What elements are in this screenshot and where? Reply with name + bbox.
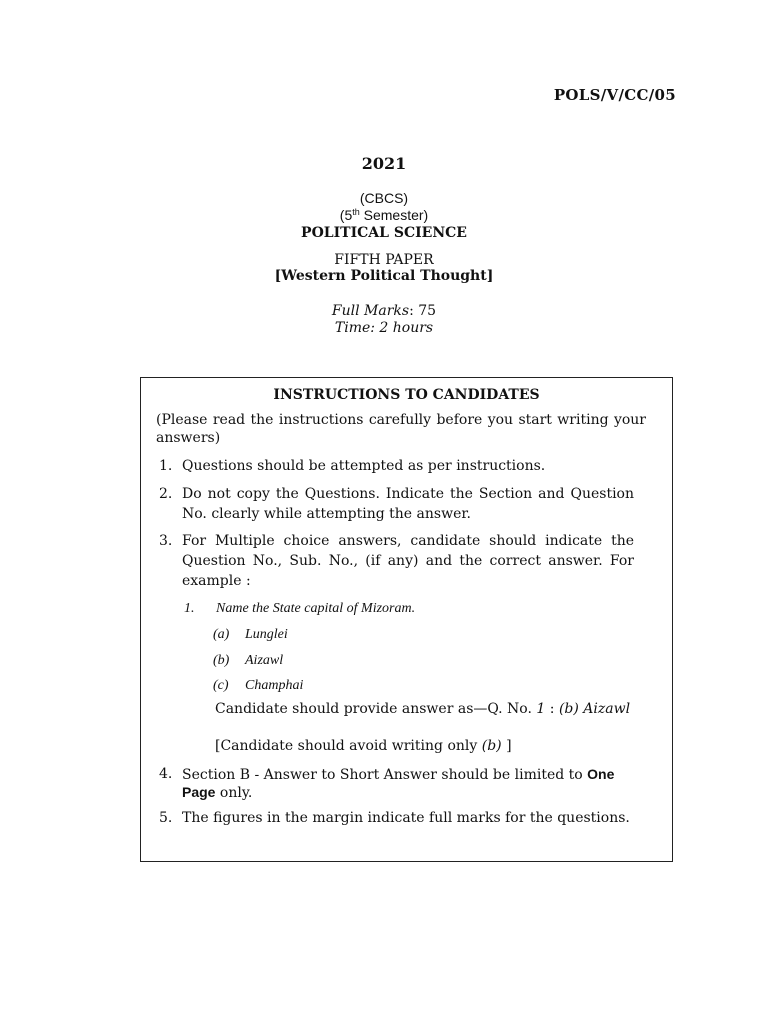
exam-year: 2021 <box>361 154 407 173</box>
avoid-choice: (b) <box>481 738 502 754</box>
item-number: 2. <box>159 486 173 502</box>
semester-suffix: Semester) <box>359 207 429 223</box>
instruction-item-5 <box>159 810 634 827</box>
example-option-b-label: (b) <box>213 653 230 668</box>
example-option-b: Aizawl <box>245 653 284 668</box>
course-code: POLS/V/CC/05 <box>553 86 676 104</box>
instruction-item-3 <box>159 531 634 591</box>
full-marks <box>0 303 768 319</box>
instructions-intro: (Please read the instructions carefully before you start writing your answers) <box>156 412 646 446</box>
item-text <box>182 766 634 802</box>
semester-prefix: (5 <box>339 207 353 223</box>
subject: POLITICAL SCIENCE <box>301 225 467 241</box>
item-text-bold: One Page <box>182 766 615 800</box>
example-option-c: Champhai <box>245 678 304 693</box>
example-avoid-note <box>215 738 635 755</box>
item-text-after: only. <box>215 785 253 801</box>
instructions-title: INSTRUCTIONS TO CANDIDATES <box>273 387 540 403</box>
example-question-number: 1. <box>184 601 195 616</box>
item-text: Questions should be attempted as per instructions. <box>182 458 546 474</box>
example-option-a-label: (a) <box>213 627 230 642</box>
instructions-box <box>140 377 673 862</box>
item-number: 5. <box>159 810 173 826</box>
answer-sep: : <box>545 701 559 717</box>
scheme: (CBCS) <box>359 190 409 206</box>
avoid-suffix: ] <box>501 738 512 754</box>
answer-choice: (b) Aizawl <box>558 701 631 717</box>
item-text: Do not copy the Questions. Indicate the Section and Question No. clearly while attempting the answer. <box>182 486 634 522</box>
example-question: Name the State capital of Mizoram. <box>216 601 416 616</box>
full-marks-value: : 75 <box>409 303 437 319</box>
item-text: The figures in the margin indicate full marks for the questions. <box>182 810 630 826</box>
exam-time: Time: 2 hours <box>334 320 434 336</box>
instruction-item-2 <box>159 484 634 524</box>
item-number: 3. <box>159 533 173 549</box>
item-text: For Multiple choice answers, candidate should indicate the Question No., Sub. No., (if any) and the correct answer. For example : <box>182 533 634 589</box>
item-number: 4. <box>159 766 173 782</box>
item-text-before: Section B - Answer to Short Answer should be limited to <box>182 767 588 783</box>
semester <box>0 207 768 224</box>
instruction-item-4 <box>159 766 634 802</box>
answer-prefix: Candidate should provide answer as—Q. No. <box>215 701 537 717</box>
full-marks-label: Full Marks <box>331 303 410 319</box>
example-option-c-label: (c) <box>213 678 229 693</box>
avoid-prefix: [Candidate should avoid writing only <box>215 738 482 754</box>
paper-title: [Western Political Thought] <box>274 268 494 284</box>
paper-number: FIFTH PAPER <box>334 252 434 268</box>
example-option-a: Lunglei <box>245 627 288 642</box>
example-answer <box>215 701 635 718</box>
semester-sup: th <box>352 207 360 217</box>
item-number: 1. <box>159 458 173 474</box>
answer-qno: 1 <box>536 701 546 717</box>
instruction-item-1 <box>159 457 634 475</box>
